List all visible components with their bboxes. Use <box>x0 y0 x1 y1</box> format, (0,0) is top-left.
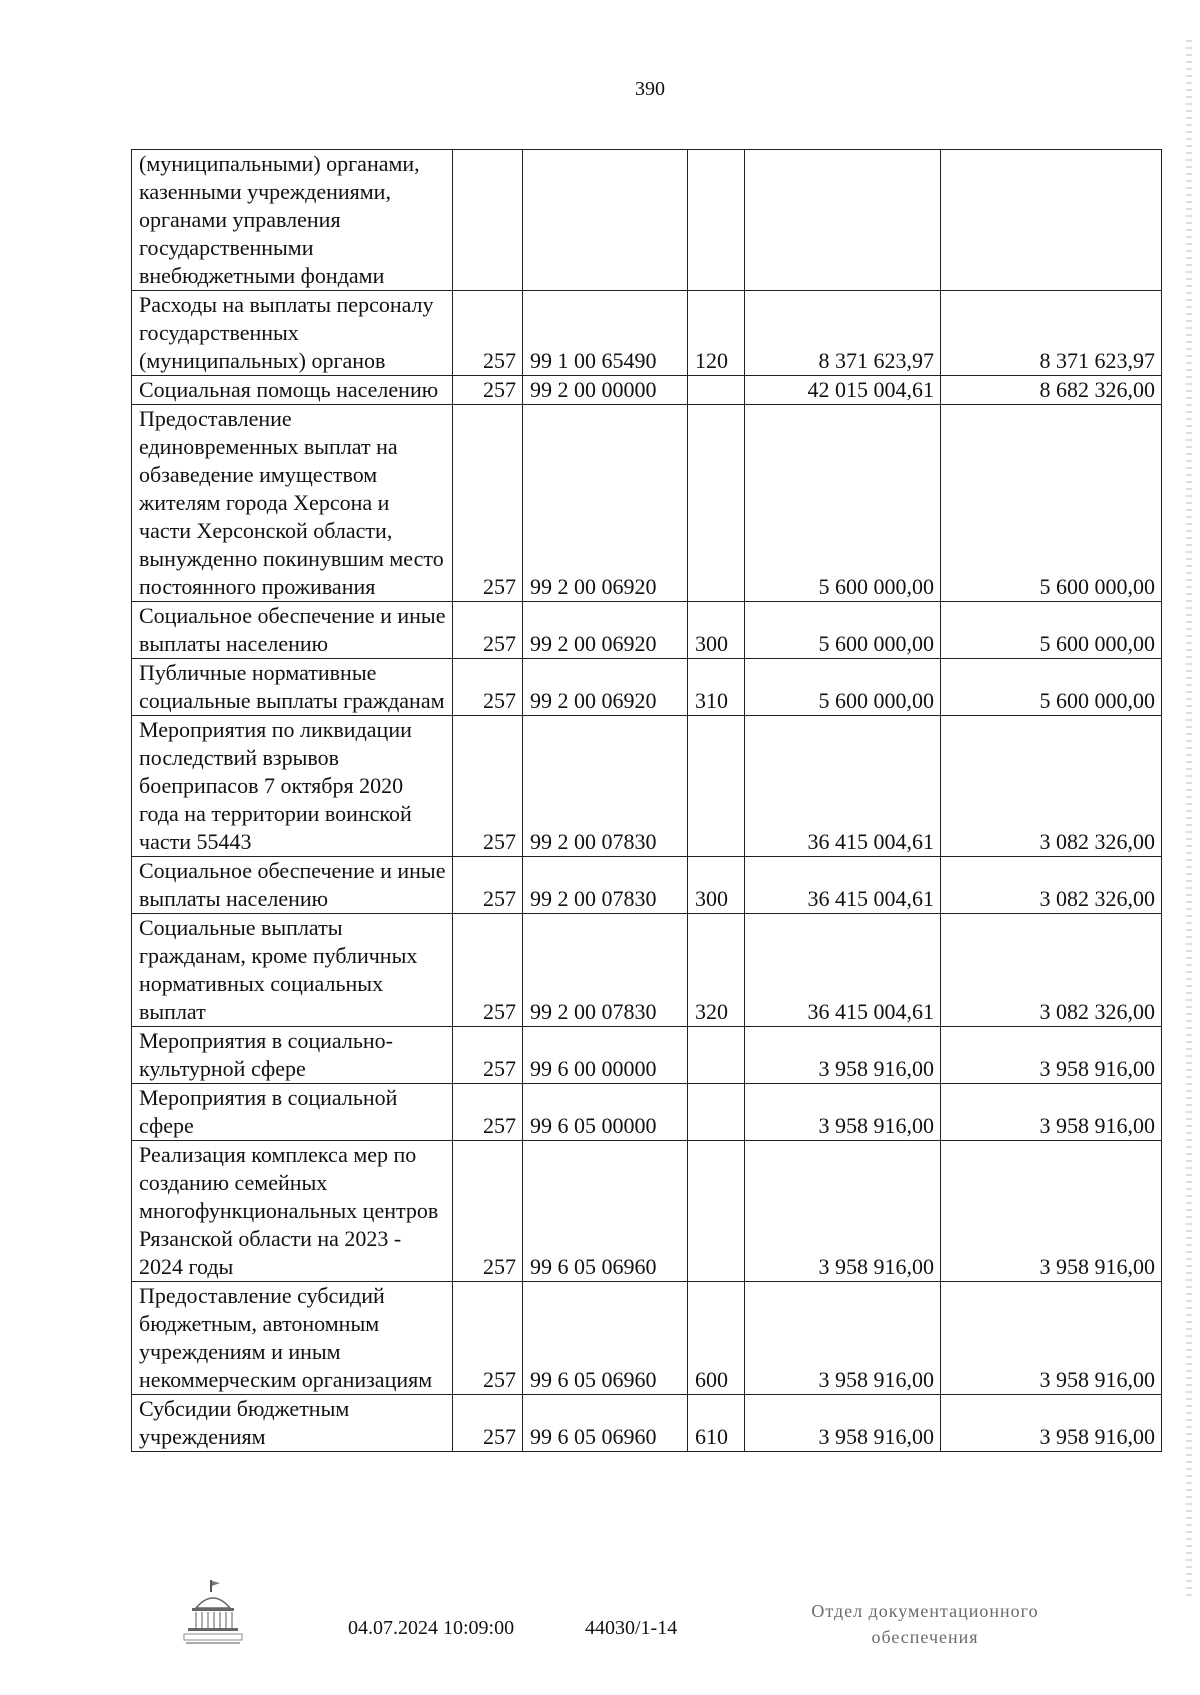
row-sum2-cell <box>941 150 1162 291</box>
row-ved-cell: 257 <box>453 1141 523 1282</box>
page-number: 390 <box>635 78 665 100</box>
row-name-cell: Предоставление единовременных выплат на обзаведение имуществом жителям города Херсона и части Херсонской области, вынужденно покинувшим место постоянного проживания <box>132 405 453 602</box>
row-sum1-cell: 5 600 000,00 <box>745 602 941 659</box>
row-sum1-cell: 3 958 916,00 <box>745 1395 941 1452</box>
table-row <box>132 1282 1162 1395</box>
row-name-cell: Социальная помощь населению <box>132 376 453 405</box>
row-vr-cell <box>688 376 745 405</box>
row-ved-cell: 257 <box>453 291 523 376</box>
row-sum1-cell: 5 600 000,00 <box>745 405 941 602</box>
row-csr-cell: 99 6 05 06960 <box>523 1141 688 1282</box>
row-sum1-cell: 42 015 004,61 <box>745 376 941 405</box>
row-sum2-cell: 5 600 000,00 <box>941 405 1162 602</box>
row-name-cell: Социальное обеспечение и иные выплаты населению <box>132 857 453 914</box>
row-sum2-cell: 3 958 916,00 <box>941 1084 1162 1141</box>
row-vr-cell <box>688 1084 745 1141</box>
row-ved-cell: 257 <box>453 1282 523 1395</box>
row-name-cell: Социальные выплаты гражданам, кроме публичных нормативных социальных выплат <box>132 914 453 1027</box>
row-vr-cell <box>688 716 745 857</box>
footer-datetime: 04.07.2024 10:09:00 <box>348 1617 515 1639</box>
row-name-cell: Мероприятия в социальной сфере <box>132 1084 453 1141</box>
row-csr-cell: 99 2 00 06920 <box>523 405 688 602</box>
row-csr-cell: 99 6 05 06960 <box>523 1395 688 1452</box>
table-row <box>132 405 1162 602</box>
row-vr-cell <box>688 1141 745 1282</box>
duma-logo-icon <box>178 1578 248 1648</box>
table-row <box>132 914 1162 1027</box>
row-csr-cell: 99 6 00 00000 <box>523 1027 688 1084</box>
table-row <box>132 1027 1162 1084</box>
row-csr-cell: 99 2 00 00000 <box>523 376 688 405</box>
row-ved-cell: 257 <box>453 1027 523 1084</box>
row-name-cell: Публичные нормативные социальные выплаты гражданам <box>132 659 453 716</box>
row-sum1-cell: 3 958 916,00 <box>745 1084 941 1141</box>
row-sum2-cell: 3 958 916,00 <box>941 1282 1162 1395</box>
stamp-line-1: Отдел документационного <box>811 1601 1039 1621</box>
table-row <box>132 857 1162 914</box>
table-row <box>132 1395 1162 1452</box>
row-sum2-cell: 3 082 326,00 <box>941 716 1162 857</box>
row-sum2-cell: 8 371 623,97 <box>941 291 1162 376</box>
table-row <box>132 291 1162 376</box>
row-sum1-cell: 3 958 916,00 <box>745 1141 941 1282</box>
row-ved-cell <box>453 150 523 291</box>
row-csr-cell: 99 2 00 06920 <box>523 602 688 659</box>
table-row <box>132 1141 1162 1282</box>
row-sum2-cell: 5 600 000,00 <box>941 659 1162 716</box>
row-vr-cell <box>688 1027 745 1084</box>
department-stamp <box>760 1598 1090 1650</box>
row-name-cell: Реализация комплекса мер по созданию семейных многофункциональных центров Рязанской области на 2023 - 2024 годы <box>132 1141 453 1282</box>
row-ved-cell: 257 <box>453 914 523 1027</box>
row-sum2-cell: 3 958 916,00 <box>941 1141 1162 1282</box>
row-csr-cell: 99 2 00 07830 <box>523 716 688 857</box>
row-csr-cell <box>523 150 688 291</box>
row-sum1-cell: 3 958 916,00 <box>745 1027 941 1084</box>
budget-table <box>131 149 1162 1452</box>
row-vr-cell: 300 <box>688 602 745 659</box>
row-sum2-cell: 3 958 916,00 <box>941 1395 1162 1452</box>
row-vr-cell: 610 <box>688 1395 745 1452</box>
row-vr-cell: 310 <box>688 659 745 716</box>
row-sum2-cell: 3 082 326,00 <box>941 914 1162 1027</box>
row-name-cell: (муниципальными) органами, казенными учреждениями, органами управления государственными внебюджетными фондами <box>132 150 453 291</box>
row-vr-cell <box>688 150 745 291</box>
row-sum1-cell: 36 415 004,61 <box>745 857 941 914</box>
table-row <box>132 376 1162 405</box>
row-vr-cell: 300 <box>688 857 745 914</box>
row-ved-cell: 257 <box>453 405 523 602</box>
row-name-cell: Мероприятия в социально-культурной сфере <box>132 1027 453 1084</box>
row-ved-cell: 257 <box>453 857 523 914</box>
row-vr-cell: 600 <box>688 1282 745 1395</box>
row-csr-cell: 99 2 00 06920 <box>523 659 688 716</box>
row-sum1-cell: 36 415 004,61 <box>745 914 941 1027</box>
table-row <box>132 716 1162 857</box>
row-sum1-cell: 3 958 916,00 <box>745 1282 941 1395</box>
row-name-cell: Социальное обеспечение и иные выплаты населению <box>132 602 453 659</box>
row-vr-cell: 120 <box>688 291 745 376</box>
row-sum2-cell: 8 682 326,00 <box>941 376 1162 405</box>
row-csr-cell: 99 6 05 00000 <box>523 1084 688 1141</box>
row-ved-cell: 257 <box>453 659 523 716</box>
row-name-cell: Расходы на выплаты персоналу государственных (муниципальных) органов <box>132 291 453 376</box>
row-ved-cell: 257 <box>453 1395 523 1452</box>
row-name-cell: Субсидии бюджетным учреждениям <box>132 1395 453 1452</box>
row-csr-cell: 99 2 00 07830 <box>523 857 688 914</box>
row-csr-cell: 99 6 05 06960 <box>523 1282 688 1395</box>
row-ved-cell: 257 <box>453 602 523 659</box>
table-row <box>132 659 1162 716</box>
row-name-cell: Мероприятия по ликвидации последствий взрывов боеприпасов 7 октября 2020 года на территории воинской части 55443 <box>132 716 453 857</box>
stamp-line-2: обеспечения <box>871 1627 979 1647</box>
row-ved-cell: 257 <box>453 376 523 405</box>
row-ved-cell: 257 <box>453 716 523 857</box>
row-csr-cell: 99 1 00 65490 <box>523 291 688 376</box>
row-sum2-cell: 3 958 916,00 <box>941 1027 1162 1084</box>
row-ved-cell: 257 <box>453 1084 523 1141</box>
table-row <box>132 602 1162 659</box>
table-row <box>132 150 1162 291</box>
footer-doc-number: 44030/1-14 <box>585 1617 678 1639</box>
table-row <box>132 1084 1162 1141</box>
row-sum2-cell: 3 082 326,00 <box>941 857 1162 914</box>
row-vr-cell: 320 <box>688 914 745 1027</box>
row-name-cell: Предоставление субсидий бюджетным, автономным учреждениям и иным некоммерческим организациям <box>132 1282 453 1395</box>
row-sum1-cell: 5 600 000,00 <box>745 659 941 716</box>
row-csr-cell: 99 2 00 07830 <box>523 914 688 1027</box>
row-sum1-cell: 8 371 623,97 <box>745 291 941 376</box>
row-sum1-cell <box>745 150 941 291</box>
scan-edge-artifact <box>1186 40 1192 1600</box>
row-sum1-cell: 36 415 004,61 <box>745 716 941 857</box>
row-sum2-cell: 5 600 000,00 <box>941 602 1162 659</box>
row-vr-cell <box>688 405 745 602</box>
